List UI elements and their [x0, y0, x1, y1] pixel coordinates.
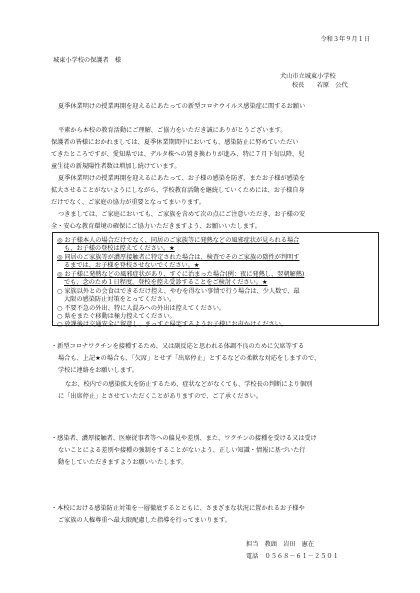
- notice-line: ご家族の人権尊重へ最大限配慮した指導を行ってまいります。: [58, 517, 231, 524]
- request-line: ○ 家族以外との会食はできるだけ控え、やむを得ない事情で行う場合は、少人数で、最: [57, 288, 300, 295]
- notice-line: なお、校内での感染拡大を防止するため、症状などがなくても、学校長の判断により個別: [65, 381, 313, 388]
- contact-phone: 電話 ０５６８－６１－２５０１: [246, 553, 339, 560]
- request-line: るまでは、お子様を登校させないでください。★: [64, 262, 200, 269]
- notice-line: ・本校における感染防止対策を一層徹底するとともに、さまざまな状況に置かれるお子様や: [51, 505, 305, 512]
- intro-line: 全・安心な教育環境の確保にご協力いただきますよう、お願いいたします。: [51, 223, 261, 230]
- intro-line: 童生徒の新規陽性者数は増加し続けています。: [51, 163, 181, 170]
- request-line: ○ 放課後は交通安全に留意し、まっすぐ帰宅するようお子様にお声かけください。: [57, 321, 288, 328]
- sender-principal: 校長 若原 公代: [292, 82, 348, 89]
- document-date: 令和３年９月１日: [320, 36, 370, 43]
- intro-line: 平素から本校の教育活動にご理解、ご協力をいただき誠にありがとうございます。: [58, 127, 287, 134]
- document-title: 夏季休業明けの授業再開を迎えるにあたっての新型コロナウイルス感染症に関するお願い: [58, 103, 306, 110]
- notice-line: に「出席停止」とさせていただくことがありますので、ご了承ください。: [58, 393, 263, 400]
- request-line: ○ 県をまたぐ移動は極力控えてください。: [57, 313, 176, 320]
- request-line: ◎ お子様本人の場合だけでなく、同居のご家族等に発熱などの風邪症状が見られる場合: [57, 237, 300, 244]
- notice-line: 動をしていただきますようお願いいたします。: [58, 459, 188, 466]
- request-line: ◎ 同居のご家族等が濃厚接触者に特定された場合は、検査でそのご家族の陰性が判明す: [57, 254, 300, 261]
- intro-line: てきたところですが、愛知県では、デルタ株への置き換わりが進み、特に７月下旬以降、児: [51, 151, 305, 158]
- intro-line: 拡大させることがないようにしながら、学校教育活動を継続していくためには、お子様自身: [51, 187, 305, 194]
- contact-person: 担当 教頭 岩田 憲在: [246, 541, 315, 548]
- request-line: 大限の感染防止対策をとってください。: [64, 296, 176, 303]
- request-line: も、お子様の登校は控えてください。★: [64, 245, 175, 252]
- notice-line: ・新型コロナワクチンを接種するため、又は副反応と思われる体調不良のために欠席等する: [51, 343, 305, 350]
- notice-line: 場合も、上記★の場合も、「欠席」とせず「出席停止」とするなどの柔軟な対応をしますので、: [58, 355, 321, 362]
- notice-line: ないことによる差別や接種の強制をすることがないよう、正しい知識・情報に基づいた行: [58, 447, 306, 454]
- intro-line: 保護者の皆様におかれましては、夏季休業期間中においても、感染防止に努めていただい: [51, 139, 299, 146]
- notice-line: ・感染者、濃厚接触者、医療従事者等への偏見や差別、また、ワクチンの接種を受ける又は受け: [51, 435, 317, 442]
- request-line: でも、念のため１日程度、登校を控え受診することをご検討ください。★: [64, 279, 268, 286]
- sender-school: 犬山市立城東小学校: [280, 73, 336, 80]
- request-line: ○ 不要不急の外出、特に人混みへの外出は控えてください。: [57, 305, 226, 312]
- addressee: 城東小学校の保護者 様: [53, 57, 122, 64]
- intro-line: つきましては、ご家庭においても、ご家族を含めて次の点にご注意いただき、お子様の安: [58, 211, 306, 218]
- intro-line: 夏季休業明けの授業再開を迎えるにあたって、お子様の感染を防ぎ、またお子様が感染を: [58, 175, 306, 182]
- intro-line: だけでなく、ご家庭の協力が重要となってまいります。: [51, 199, 206, 206]
- request-line: ◎ お子様に発熱などの風邪症状があり、すぐに治まった場合(例：夜に発熱し、翌朝解熱): [57, 271, 305, 278]
- notice-line: 学校に連絡をお願いします。: [58, 367, 138, 374]
